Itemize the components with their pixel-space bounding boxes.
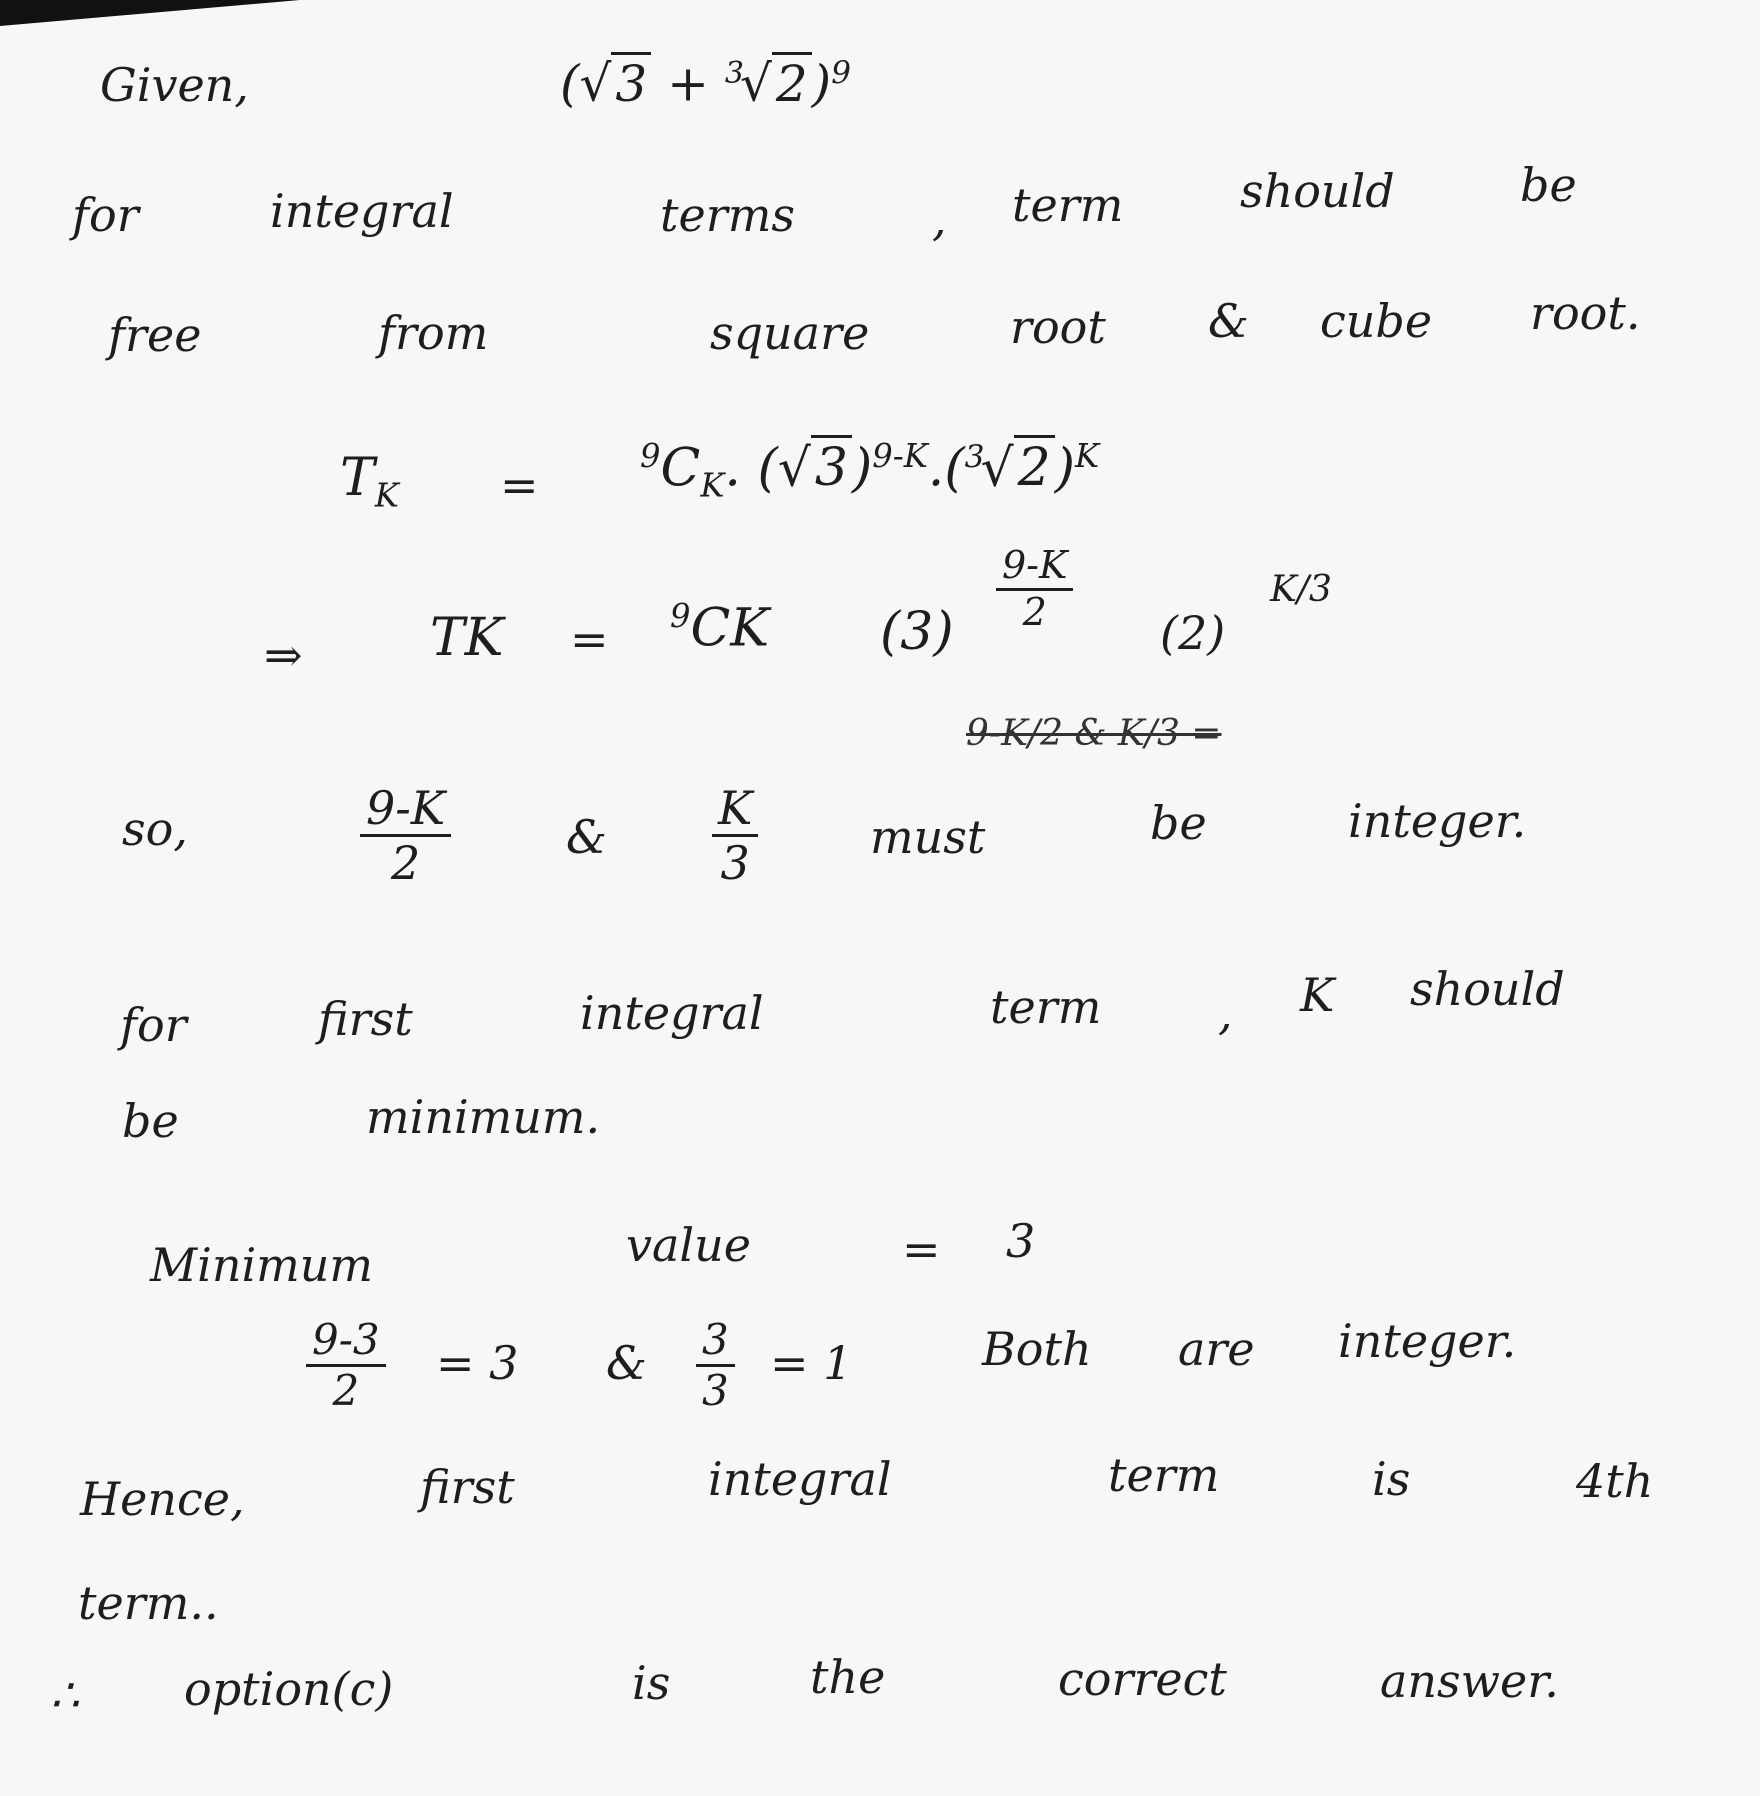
tk2-base-2: (2) bbox=[1160, 606, 1226, 660]
cbrt-argument: 2 bbox=[772, 52, 812, 113]
hence-word-4: term bbox=[1108, 1448, 1220, 1502]
l3-word-3: square bbox=[710, 306, 870, 360]
min-equals: = bbox=[902, 1222, 941, 1276]
tk1-power-1: 9-K bbox=[872, 437, 928, 475]
answer-word-5: answer. bbox=[1380, 1654, 1559, 1708]
check-ampersand: & bbox=[606, 1336, 647, 1390]
so-label: so, bbox=[122, 802, 188, 856]
l7-comma: , bbox=[1218, 986, 1233, 1040]
tk1-c-sub: K bbox=[700, 466, 725, 505]
hence-word-5: is bbox=[1372, 1452, 1411, 1506]
hence-word-6: 4th bbox=[1576, 1454, 1654, 1508]
given-label: Given, bbox=[100, 58, 249, 112]
tk1-power-2: K bbox=[1074, 437, 1100, 475]
min-word-2: value bbox=[626, 1218, 751, 1272]
so-fraction-2 bbox=[712, 781, 758, 891]
tk2-lhs: TK bbox=[430, 608, 504, 668]
l3-ampersand: & bbox=[1208, 294, 1249, 348]
check-integer: integer. bbox=[1338, 1314, 1517, 1368]
l7-word-3: integral bbox=[580, 986, 764, 1040]
check-frac2-den: 3 bbox=[702, 1366, 729, 1416]
l2-word-1: for bbox=[72, 188, 139, 242]
tk2-base-1: (3) bbox=[880, 602, 954, 662]
check-frac1-num: 9-3 bbox=[306, 1318, 386, 1367]
so-frac1-num: 9-K bbox=[360, 784, 451, 837]
tk1-pre-9: 9 bbox=[640, 437, 661, 475]
check-frac2-num: 3 bbox=[696, 1318, 735, 1367]
tk1-dot-2: . bbox=[927, 438, 945, 499]
so-must: must bbox=[870, 810, 986, 864]
tk1-cbrt-arg: 2 bbox=[1014, 435, 1055, 498]
tk1-sub: K bbox=[374, 476, 399, 515]
tk1-c: C bbox=[660, 438, 701, 499]
check-fraction-2 bbox=[696, 1315, 735, 1416]
answer-word-2: is bbox=[632, 1656, 671, 1710]
l7-word-5: should bbox=[1410, 962, 1565, 1016]
l2-word-5: should bbox=[1240, 164, 1395, 218]
tk2-pre-9: 9 bbox=[670, 597, 691, 635]
expression-power: 9 bbox=[831, 55, 851, 91]
given-expression bbox=[560, 54, 851, 113]
cbrt-index: 3 bbox=[724, 56, 744, 91]
tk1-sqrt-radical: √ bbox=[777, 438, 811, 499]
l2-word-2: integral bbox=[270, 184, 454, 238]
tk1-cbrt-index: 3 bbox=[964, 439, 985, 475]
hence-word-7: term.. bbox=[78, 1576, 219, 1630]
check-eq-2: = 1 bbox=[770, 1336, 853, 1390]
min-value: 3 bbox=[1006, 1214, 1036, 1268]
check-are: are bbox=[1178, 1322, 1255, 1376]
hence-word-3: integral bbox=[708, 1452, 892, 1506]
l3-word-5: cube bbox=[1320, 294, 1433, 348]
l3-word-4: root bbox=[1010, 300, 1106, 354]
plus-sign: + bbox=[651, 54, 725, 113]
tk2-binomial bbox=[670, 597, 770, 659]
tk1-lhs bbox=[340, 448, 399, 515]
tk2-arrow: ⇒ bbox=[264, 628, 303, 682]
check-frac1-den: 2 bbox=[332, 1366, 360, 1416]
tk2-ck: CK bbox=[690, 598, 770, 659]
l7-word-2: first bbox=[318, 992, 413, 1046]
tk2-equals: = bbox=[570, 612, 609, 666]
l3-word-1: free bbox=[108, 308, 202, 362]
tk2-power-1 bbox=[996, 543, 1073, 634]
answer-word-4: correct bbox=[1058, 1652, 1227, 1706]
therefore-symbol: ∴ bbox=[50, 1668, 80, 1722]
paren-close: ) bbox=[811, 54, 832, 113]
tk1-t: T bbox=[340, 448, 375, 508]
sqrt-argument: 3 bbox=[611, 52, 651, 113]
tk1-rhs: $^9C_K$. $(√3)^{9-K}.(^3√2)^K$ bbox=[640, 437, 1100, 505]
l2-word-3: terms bbox=[660, 188, 795, 242]
answer-word-1: option(c) bbox=[184, 1662, 394, 1716]
check-fraction-1 bbox=[306, 1315, 386, 1416]
l7-word-1: for bbox=[120, 998, 187, 1052]
l3-word-2: from bbox=[378, 306, 489, 360]
so-fraction-1 bbox=[360, 781, 451, 891]
tk2-pow1-num: 9-K bbox=[996, 546, 1073, 591]
hence-word-2: first bbox=[420, 1460, 515, 1514]
paren-open: ( bbox=[560, 54, 580, 113]
l7-word-4: term bbox=[990, 980, 1102, 1034]
crossed-out-scribble: 9-K/2 & K/3 = bbox=[966, 713, 1222, 754]
l8-word-1: be bbox=[122, 1094, 179, 1148]
so-integer: integer. bbox=[1348, 794, 1527, 848]
check-both: Both bbox=[982, 1322, 1092, 1376]
so-be: be bbox=[1150, 796, 1207, 850]
tk1-cbrt-radical: √ bbox=[980, 438, 1014, 499]
l2-comma: , bbox=[932, 192, 947, 246]
so-frac1-den: 2 bbox=[390, 836, 421, 891]
so-frac2-den: 3 bbox=[720, 836, 750, 891]
l7-k: K bbox=[1300, 968, 1335, 1022]
answer-word-3: the bbox=[810, 1650, 886, 1704]
tk2-pow1-den: 2 bbox=[1022, 589, 1047, 634]
scan-corner-shadow bbox=[0, 0, 300, 26]
tk1-equals: = bbox=[500, 458, 539, 512]
l3-word-6: root. bbox=[1530, 286, 1641, 340]
l8-word-2: minimum. bbox=[366, 1090, 601, 1144]
tk1-sqrt-arg: 3 bbox=[811, 435, 852, 498]
so-frac2-num: K bbox=[712, 784, 758, 837]
sqrt-radical: √ bbox=[579, 54, 612, 113]
tk2-power-2: K/3 bbox=[1270, 569, 1332, 610]
min-word-1: Minimum bbox=[150, 1238, 374, 1292]
so-ampersand: & bbox=[566, 810, 607, 864]
tk1-dot: . bbox=[724, 438, 741, 499]
l2-word-6: be bbox=[1520, 158, 1577, 212]
cbrt-radical: √ bbox=[739, 54, 772, 113]
hence-word-1: Hence, bbox=[80, 1472, 245, 1526]
l2-word-4: term bbox=[1012, 178, 1124, 232]
check-eq-1: = 3 bbox=[436, 1336, 519, 1390]
